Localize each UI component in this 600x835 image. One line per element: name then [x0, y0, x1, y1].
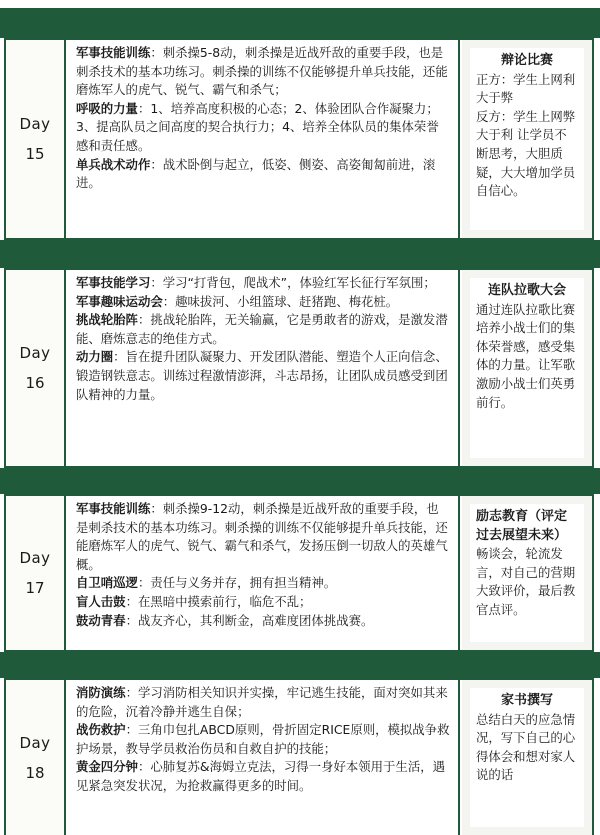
activity-item: [76, 721, 450, 758]
activity-item: [76, 612, 450, 631]
separator-band: [0, 240, 600, 268]
activity-title: 军事趣味运动会: [76, 293, 163, 309]
activities-cell: [66, 680, 460, 835]
activity-text: ：责任与义务并存，拥有担当精神。: [137, 575, 337, 591]
activity-title: 军事技能训练: [76, 501, 151, 516]
day-label-cell: [6, 40, 66, 238]
day-row: [4, 268, 594, 468]
activity-text: ：在黑暗中摸索前行，临危不乱；: [125, 593, 312, 609]
activity-title: 鼓动青春: [76, 612, 126, 628]
day-label: Day: [19, 344, 51, 362]
activity-title: 单兵战术动作: [76, 156, 151, 172]
evening-title: 励志教育（评定过去展望未来）: [476, 509, 568, 543]
activity-item: [76, 758, 450, 795]
evening-text: 畅谈会，轮流发言，对自己的营期大致评价，最后教官点评。: [476, 546, 576, 617]
evening-cell: [462, 40, 592, 238]
evening-cell: [462, 496, 592, 650]
activity-title: 军事技能学习: [76, 275, 151, 290]
activity-item: [76, 311, 450, 348]
day-label: Day: [19, 549, 51, 567]
activity-title: 动力圈: [76, 349, 114, 365]
activity-text: ：学习消防相关知识并实操，牢记逃生技能，面对突如其来的危险，沉着冷静并逃生自保；: [76, 685, 448, 719]
day-label: Day: [19, 115, 51, 133]
activity-title: 黄金四分钟: [76, 759, 138, 775]
evening-card: [470, 48, 584, 230]
day-number: 17: [25, 579, 45, 597]
evening-title: 家书撰写: [500, 693, 553, 708]
evening-cell: [462, 270, 592, 466]
activity-text: ：刺杀操9-12动，刺杀操是近战歼敌的重要手段，也是刺杀技术的基本功练习。刺杀操的训练不仅能够提升单兵技能，还能磨炼军人的虎气、锐气、霸气和杀气，发扬压倒一切敌人的英雄气概。: [76, 501, 448, 572]
activity-title: 自卫哨巡逻: [76, 575, 138, 591]
day-label-cell: [6, 270, 66, 466]
evening-title: 辩论比赛: [500, 53, 553, 68]
activity-text: ：学习“打背包，爬战术”，体验红军长征行军氛围；: [150, 275, 436, 290]
activities-cell: [66, 270, 460, 466]
activity-item: [76, 100, 450, 156]
activity-item: [76, 293, 450, 312]
activity-text: ：战术卧倒与起立，低姿、侧姿、高姿匍匐前进，滚进。: [76, 156, 436, 191]
day-label-cell: [6, 496, 66, 650]
activity-text: ：刺杀操5-8动，刺杀操是近战歼敌的重要手段，也是刺杀技术的基本功练习。刺杀操的训练不仅能够提升单兵技能，还能磨炼军人的虎气、锐气、霸气和杀气；: [76, 45, 448, 98]
separator-band: [0, 652, 600, 678]
day-number: 18: [25, 763, 45, 782]
activity-title: 消防演练: [76, 685, 126, 700]
evening-text: 通过连队拉歌比赛培养小战士们的集体荣誉感，感受集体的力量。让军歌激励小战士们英勇前行。: [476, 301, 576, 410]
activity-title: 战伤救护: [76, 722, 126, 738]
activities-cell: [66, 40, 460, 238]
evening-card: [470, 278, 584, 458]
evening-title: 连队拉歌大会: [487, 283, 566, 298]
evening-card: [470, 504, 584, 642]
activity-item: [76, 348, 450, 404]
activity-text: ：战友齐心，其利断金，高难度团体挑战赛。: [125, 612, 374, 628]
separator-band: [0, 468, 600, 494]
day-label: Day: [19, 733, 51, 752]
activity-text: ：心肺复苏&海姆立克法，习得一身好本领用于生活，遇见紧急突发状况，为抢救赢得更多的时间。: [76, 759, 445, 793]
activity-text: ：挑战轮胎阵，无关输赢，它是勇敢者的游戏，是激发潜能、磨炼意志的绝佳方式。: [76, 312, 448, 346]
day-row: [4, 494, 594, 652]
activity-item: [76, 274, 450, 293]
activity-title: 盲人击鼓: [76, 593, 126, 609]
activity-text: ：三角巾包扎ABCD原则，骨折固定RICE原则，模拟战争救护场景，教导学员救治伤员和自救自护的技能；: [76, 722, 450, 756]
activities-cell: [66, 496, 460, 650]
evening-text: 正方：学生上网利大于弊 反方：学生上网弊大于利 让学员不断思考，大胆质疑，大大增加学员自信心。: [476, 71, 576, 199]
activity-item: [76, 684, 450, 721]
evening-cell: [462, 680, 592, 835]
activity-item: [76, 44, 450, 100]
day-number: 15: [25, 145, 45, 163]
evening-text: 总结白天的应急情况，写下自己的心得体会和想对家人说的话: [476, 711, 576, 783]
evening-card: [470, 688, 584, 827]
day-number: 16: [25, 374, 45, 392]
activity-text: ：趣味拔河、小组篮球、赶猪跑、梅花桩。: [162, 293, 399, 309]
activity-item: [76, 156, 450, 193]
day-row: [4, 678, 594, 835]
activity-item: [76, 593, 450, 612]
activity-title: 军事技能训练: [76, 45, 151, 60]
activity-text: ：1、培养高度积极的心态；2、体验团队合作凝聚力；3、提高队员之间高度的契合执行力；4、培养全体队员的集体荣誉感和责任感。: [76, 100, 439, 153]
activity-title: 挑战轮胎阵: [76, 312, 138, 328]
activity-item: [76, 574, 450, 593]
activity-title: 呼吸的力量: [76, 100, 138, 116]
activity-item: [76, 500, 450, 574]
day-row: [4, 38, 594, 240]
day-label-cell: [6, 680, 66, 835]
activity-text: ：旨在提升团队凝聚力、开发团队潜能、塑造个人正向信念、锻造钢铁意志。训练过程激情澎湃，斗志昂扬，让团队成员感受到团队精神的力量。: [76, 349, 448, 402]
header-band: [0, 8, 600, 38]
